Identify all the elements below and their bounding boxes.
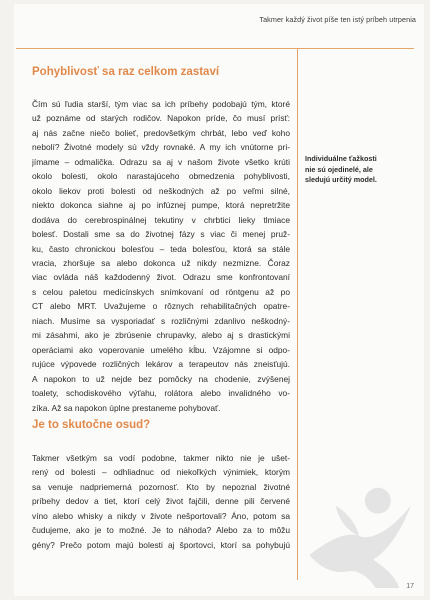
body-line: rujúce výpovede rozličných lekárov a terapeutov nás zneisťujú. xyxy=(32,359,290,370)
body-line: gény? Prečo potom majú bolesti aj športovci, ktorí sa pohybujú xyxy=(32,539,290,550)
body-line: víno alebo whisky a nikdy v živote nešportovali? Áno, potom sa xyxy=(32,510,290,521)
margin-column-rule xyxy=(297,48,298,580)
body-line: A napokon to už nejde bez pomôcky na chodenie, zvýšenej xyxy=(32,373,290,384)
body-line: rený od bolesti – odhliadnuc od niekoľkých výnimiek, ktorým xyxy=(32,467,290,478)
body-line: Čím sú ľudia starší, tým viac sa ich príbehy podobajú tým, ktoré xyxy=(32,99,290,109)
page-number: 17 xyxy=(406,583,414,590)
body-line: sa venuje nadpriemerná pozornosť. Kto by nepoznal životné xyxy=(32,481,290,492)
body-line: toalety, schodiskového výťahu, rolátora alebo invalidného vo- xyxy=(32,388,290,399)
body-line: dodáva do cerebrospinálnej tekutiny v chrbtici lieky tlmiace xyxy=(32,214,290,225)
section-title-2: Je to skutočne osud? xyxy=(32,419,151,431)
body-line: ku, často chronickou bolesťou – teda bolesťou, ktorá sa stále xyxy=(32,243,290,254)
body-line: niekto dokonca siahne aj po infúznej pumpe, ktorá nepretržite xyxy=(32,200,290,211)
margin-note-line: nie sú ojedinelé, ale xyxy=(305,164,373,174)
margin-note-line: Individuálne ťažkosti xyxy=(305,154,377,163)
running-head: Takmer každý život píše ten istý príbeh utrpenia xyxy=(259,15,416,24)
margin-note-line: sledujú určitý model. xyxy=(305,175,377,185)
body-line: okolo bolesti, okolo narastajúceho obmedzenia pohyblivosti, xyxy=(32,171,290,182)
header-rule xyxy=(16,48,414,49)
body-line: okolo liekov proti bolesti od neškodných až po veľmi silné, xyxy=(32,185,290,196)
body-line: operáciami ako voperovanie umelého kĺbu. Vzájomne si odpo- xyxy=(32,344,290,355)
body-line: bolesť. Dostali sme sa do životnej fázy s viac či menej pruž- xyxy=(32,229,290,240)
body-line: už poznáme od starých rodičov. Napokon príde, čo musí prísť: xyxy=(32,113,290,124)
body-line: Takmer všetkým sa vodí podobne, takmer nikto nie je ušet- xyxy=(32,453,290,463)
section-1-body xyxy=(32,97,290,415)
body-line: aj nás začne niečo bolieť, predovšetkým chrbát, lebo veď koho xyxy=(32,127,290,138)
body-line: čudujeme, ako je to možné. Je to náhoda? Alebo za to môžu xyxy=(32,525,290,536)
body-line: CT alebo MRT. Uvažujeme o rôznych rehabilitačných opatre- xyxy=(32,301,290,312)
body-line: vracia, zhoršuje sa alebo dokonca už nikdy nezmizne. Čoraz xyxy=(32,257,290,268)
body-line: nebolí? Životné modely sú vždy rovnaké. A my ich vnútorne pri- xyxy=(32,142,290,153)
margin-note xyxy=(305,154,417,186)
body-line: s celou paletou medicínskych snímkovaní od röntgenu až po xyxy=(32,286,290,297)
body-line: zíka. Až sa napokon úplne prestaneme pohybovať. xyxy=(32,402,221,413)
body-line: niach. Musíme sa vysporiadať s rozličnými zdanlivo neškodný- xyxy=(32,315,290,326)
body-line: mi zásahmi, ako je zbrúsenie chrupavky, alebo aj s drastickými xyxy=(32,330,290,341)
section-title-1: Pohyblivosť sa raz celkom zastaví xyxy=(32,66,220,78)
body-line: jímame – odmalička. Odrazu sa aj v našom živote všetko krúti xyxy=(32,156,290,167)
watermark-logo-icon xyxy=(300,470,418,588)
section-2-body xyxy=(32,451,290,552)
body-line: príbehy dedov a tiet, ktorí celý život fajčili, denne pili červené xyxy=(32,496,290,507)
body-line: viac ovláda náš každodenný život. Odrazu sme konfrontovaní xyxy=(32,272,290,283)
